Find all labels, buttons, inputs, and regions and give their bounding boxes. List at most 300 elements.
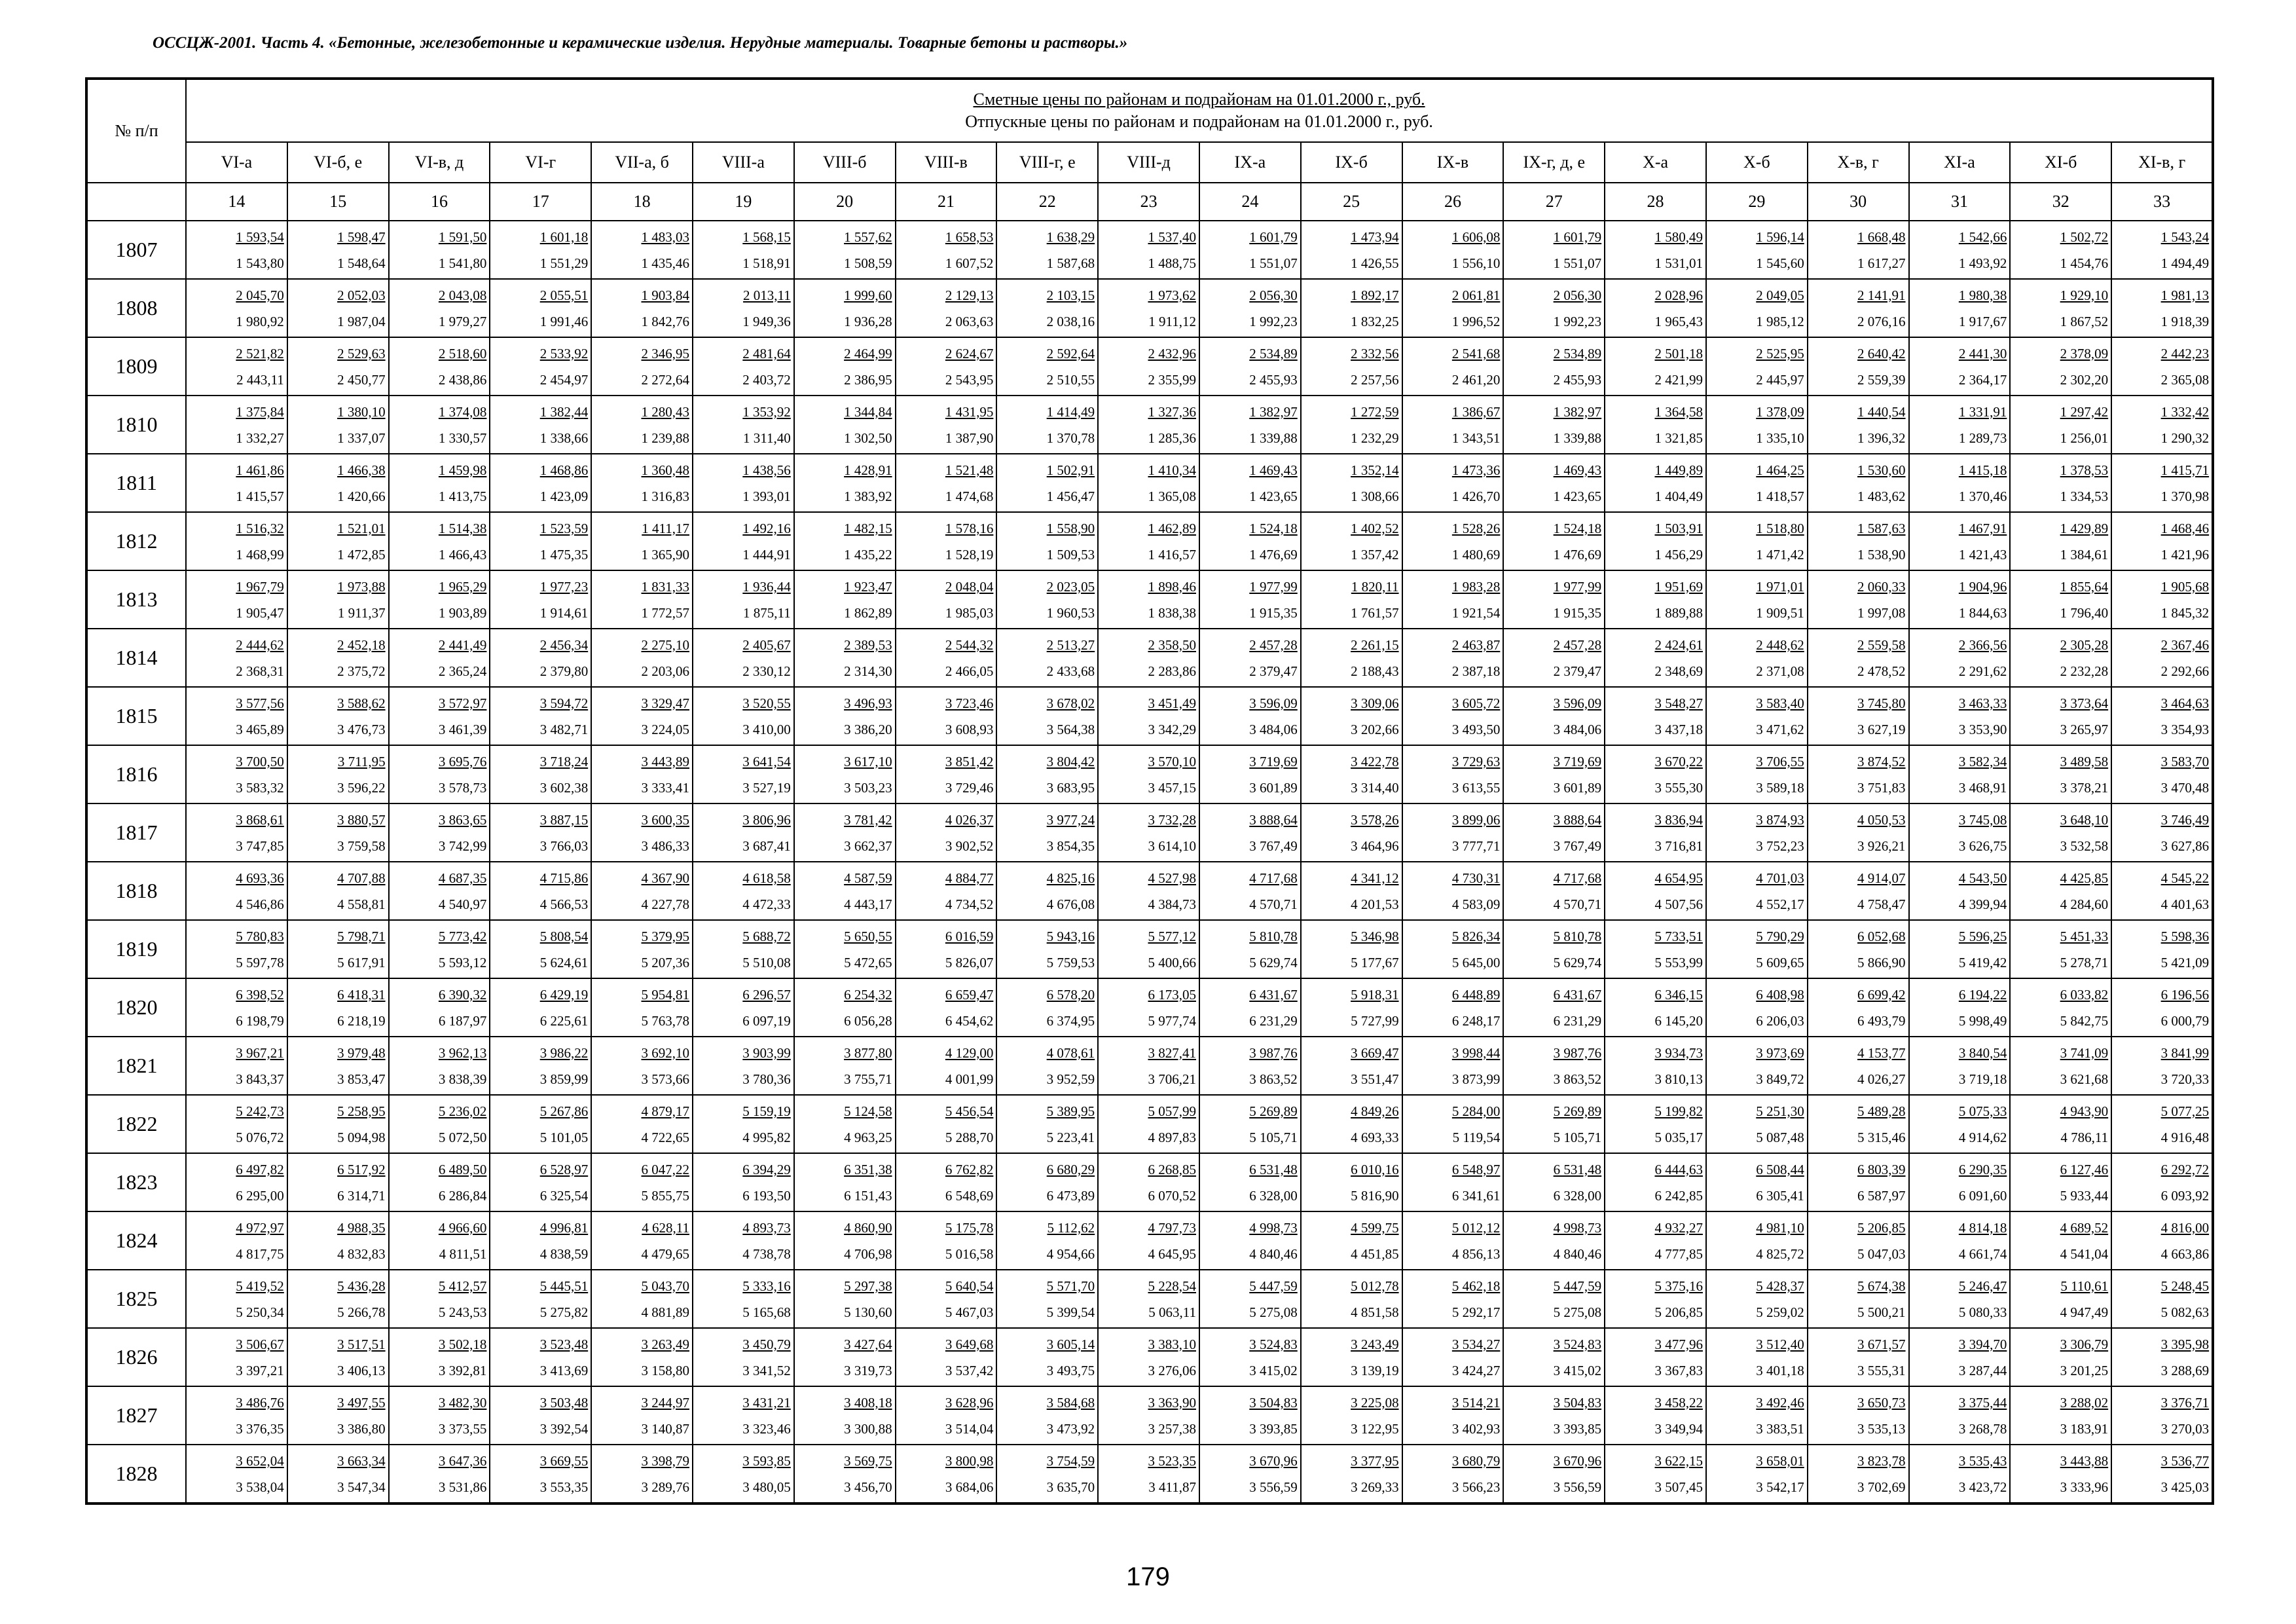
price-cell xyxy=(1301,1037,1402,1095)
price-cell xyxy=(389,570,490,629)
selling-price: 3 473,92 xyxy=(1046,1420,1095,1437)
selling-price: 2 371,08 xyxy=(1756,663,1804,679)
price-cell xyxy=(591,279,693,337)
price-cell xyxy=(896,1095,997,1153)
estimated-price: 5 379,95 xyxy=(641,928,689,944)
price-cell xyxy=(186,629,287,687)
column-number: 22 xyxy=(996,183,1098,221)
selling-price: 2 387,18 xyxy=(1451,663,1501,679)
price-cell xyxy=(2010,1153,2111,1211)
price-cell xyxy=(996,1328,1098,1386)
region-header: XI-б xyxy=(2010,142,2111,183)
estimated-price: 3 868,61 xyxy=(236,811,284,828)
column-number: 15 xyxy=(287,183,389,221)
selling-price: 5 278,71 xyxy=(2060,954,2109,970)
estimated-price: 5 826,34 xyxy=(1451,928,1501,944)
estimated-price: 2 056,30 xyxy=(1249,287,1298,303)
estimated-price: 1 353,92 xyxy=(742,403,791,420)
price-cell xyxy=(389,687,490,745)
estimated-price: 1 521,01 xyxy=(337,520,386,536)
price-cell xyxy=(1909,1211,2011,1270)
selling-price: 3 601,89 xyxy=(1249,779,1298,796)
price-cell xyxy=(2111,687,2213,745)
estimated-price: 6 659,47 xyxy=(945,986,994,1003)
estimated-price: 1 297,42 xyxy=(2060,403,2109,420)
price-cell xyxy=(794,687,896,745)
price-cell xyxy=(1909,1037,2011,1095)
row-number: 1827 xyxy=(86,1386,186,1445)
price-cell xyxy=(1503,1211,1605,1270)
estimated-price: 1 411,17 xyxy=(642,520,689,536)
price-cell xyxy=(287,454,389,512)
table-row xyxy=(86,396,2213,454)
price-cell xyxy=(186,1445,287,1504)
selling-price: 2 445,97 xyxy=(1756,371,1804,388)
estimated-price: 1 528,26 xyxy=(1451,520,1501,536)
price-cell xyxy=(1301,454,1402,512)
price-cell xyxy=(591,1270,693,1328)
estimated-price: 6 394,29 xyxy=(742,1161,791,1177)
estimated-price: 4 587,59 xyxy=(844,870,892,886)
selling-price: 1 992,23 xyxy=(1249,313,1298,329)
selling-price: 3 122,95 xyxy=(1351,1420,1399,1437)
estimated-price: 4 730,31 xyxy=(1451,870,1501,886)
estimated-price: 3 504,83 xyxy=(1249,1394,1298,1411)
estimated-price: 3 671,57 xyxy=(1857,1336,1906,1352)
row-number: 1823 xyxy=(86,1153,186,1211)
selling-price: 4 583,09 xyxy=(1451,896,1501,912)
price-cell xyxy=(794,629,896,687)
price-cell xyxy=(186,978,287,1037)
estimated-price: 2 441,49 xyxy=(438,637,487,653)
row-number: 1828 xyxy=(86,1445,186,1504)
price-cell xyxy=(1605,1153,1706,1211)
estimated-price: 3 680,79 xyxy=(1451,1452,1501,1469)
table-row xyxy=(86,1211,2213,1270)
row-number: 1822 xyxy=(86,1095,186,1153)
estimated-price: 3 583,40 xyxy=(1756,695,1804,711)
estimated-price: 3 482,30 xyxy=(438,1394,487,1411)
price-cell xyxy=(186,1211,287,1270)
price-cell xyxy=(1808,337,1909,396)
selling-price: 5 510,08 xyxy=(742,954,791,970)
estimated-price: 1 468,46 xyxy=(2160,520,2210,536)
estimated-price: 1 668,48 xyxy=(1857,229,1906,245)
price-cell xyxy=(186,337,287,396)
estimated-price: 4 693,36 xyxy=(236,870,284,886)
estimated-price: 3 649,68 xyxy=(945,1336,994,1352)
selling-price: 5 609,65 xyxy=(1756,954,1804,970)
price-cell xyxy=(693,396,794,454)
estimated-price: 3 306,79 xyxy=(2060,1336,2109,1352)
estimated-price: 1 593,54 xyxy=(236,229,284,245)
estimated-price: 6 531,48 xyxy=(1249,1161,1298,1177)
selling-price: 5 119,54 xyxy=(1452,1129,1501,1145)
selling-price: 3 383,51 xyxy=(1756,1420,1804,1437)
selling-price: 5 645,00 xyxy=(1451,954,1501,970)
estimated-price: 5 043,70 xyxy=(641,1278,689,1294)
estimated-price: 3 800,98 xyxy=(945,1452,994,1469)
estimated-price: 5 674,38 xyxy=(1857,1278,1906,1294)
estimated-price: 2 456,34 xyxy=(539,637,589,653)
price-cell xyxy=(996,512,1098,570)
selling-price: 6 225,61 xyxy=(539,1012,589,1029)
selling-price: 1 617,27 xyxy=(1857,255,1906,271)
selling-price: 3 341,52 xyxy=(742,1362,791,1378)
estimated-price: 3 569,75 xyxy=(844,1452,892,1469)
estimated-price: 6 390,32 xyxy=(438,986,487,1003)
estimated-price: 5 954,81 xyxy=(641,986,689,1003)
estimated-price: 2 481,64 xyxy=(742,345,791,361)
selling-price: 4 570,71 xyxy=(1553,896,1602,912)
estimated-price: 3 524,83 xyxy=(1553,1336,1602,1352)
selling-price: 2 292,66 xyxy=(2160,663,2210,679)
price-cell xyxy=(1808,570,1909,629)
price-cell xyxy=(896,221,997,279)
selling-price: 5 727,99 xyxy=(1351,1012,1399,1029)
price-cell xyxy=(1098,454,1199,512)
estimated-price: 4 860,90 xyxy=(844,1219,892,1236)
selling-price: 3 555,30 xyxy=(1654,779,1703,796)
selling-price: 3 456,70 xyxy=(844,1479,892,1495)
price-cell xyxy=(1909,337,2011,396)
estimated-price: 3 754,59 xyxy=(1046,1452,1095,1469)
price-cell xyxy=(389,862,490,920)
estimated-price: 2 544,32 xyxy=(945,637,994,653)
price-cell xyxy=(1301,1211,1402,1270)
price-cell xyxy=(1199,570,1301,629)
price-cell xyxy=(896,629,997,687)
price-cell xyxy=(389,454,490,512)
selling-price: 5 763,78 xyxy=(641,1012,689,1029)
estimated-price: 2 052,03 xyxy=(337,287,386,303)
price-cell xyxy=(1199,1211,1301,1270)
region-header-row xyxy=(86,142,2213,183)
price-cell xyxy=(1199,454,1301,512)
selling-price: 3 349,94 xyxy=(1654,1420,1703,1437)
price-cell xyxy=(591,1386,693,1445)
estimated-price: 1 601,79 xyxy=(1553,229,1602,245)
price-cell xyxy=(1909,745,2011,803)
estimated-price: 4 527,98 xyxy=(1148,870,1196,886)
selling-price: 1 488,75 xyxy=(1148,255,1196,271)
price-cell xyxy=(794,512,896,570)
price-cell xyxy=(1605,1328,1706,1386)
price-cell xyxy=(2111,803,2213,862)
price-cell xyxy=(1909,803,2011,862)
price-cell xyxy=(1098,1445,1199,1504)
price-cell xyxy=(1706,279,1808,337)
price-cell xyxy=(896,570,997,629)
estimated-price: 2 518,60 xyxy=(438,345,487,361)
estimated-price: 5 489,28 xyxy=(1857,1103,1906,1119)
selling-price: 1 903,89 xyxy=(438,604,487,621)
price-cell xyxy=(1402,745,1504,803)
selling-price: 1 509,53 xyxy=(1046,546,1095,563)
region-header: VI-а xyxy=(186,142,287,183)
price-cell xyxy=(389,920,490,978)
price-cell xyxy=(693,687,794,745)
selling-price: 1 543,80 xyxy=(236,255,284,271)
estimated-price: 2 424,61 xyxy=(1654,637,1703,653)
estimated-price: 5 199,82 xyxy=(1654,1103,1703,1119)
table-row xyxy=(86,687,2213,745)
estimated-price: 1 542,66 xyxy=(1958,229,2007,245)
row-number: 1813 xyxy=(86,570,186,629)
estimated-price: 3 524,83 xyxy=(1249,1336,1298,1352)
table-row xyxy=(86,221,2213,279)
selling-price: 6 454,62 xyxy=(945,1012,994,1029)
estimated-price: 4 943,90 xyxy=(2060,1103,2109,1119)
estimated-price: 3 517,51 xyxy=(337,1336,386,1352)
estimated-price: 2 444,62 xyxy=(236,637,284,653)
estimated-price: 5 428,37 xyxy=(1756,1278,1804,1294)
selling-price: 2 188,43 xyxy=(1351,663,1399,679)
selling-price: 3 538,04 xyxy=(236,1479,284,1495)
price-cell xyxy=(1402,337,1504,396)
estimated-price: 1 596,14 xyxy=(1756,229,1804,245)
price-cell xyxy=(186,803,287,862)
estimated-price: 3 899,06 xyxy=(1451,811,1501,828)
estimated-price: 2 464,99 xyxy=(844,345,892,361)
price-cell xyxy=(1503,1037,1605,1095)
estimated-price: 3 427,64 xyxy=(844,1336,892,1352)
selling-price: 2 272,64 xyxy=(641,371,689,388)
estimated-price: 1 965,29 xyxy=(438,578,487,595)
estimated-price: 1 606,08 xyxy=(1451,229,1501,245)
price-cell xyxy=(1706,1153,1808,1211)
estimated-price: 2 442,23 xyxy=(2160,345,2210,361)
estimated-price: 1 568,15 xyxy=(742,229,791,245)
estimated-price: 4 988,35 xyxy=(337,1219,386,1236)
estimated-price: 3 987,76 xyxy=(1553,1044,1602,1061)
estimated-price: 3 492,46 xyxy=(1756,1394,1804,1411)
selling-price: 6 193,50 xyxy=(742,1187,791,1204)
selling-price: 3 863,52 xyxy=(1249,1071,1298,1087)
estimated-price: 2 534,89 xyxy=(1553,345,1602,361)
selling-price: 1 985,03 xyxy=(945,604,994,621)
row-number: 1811 xyxy=(86,454,186,512)
table-row xyxy=(86,279,2213,337)
price-cell xyxy=(1301,978,1402,1037)
selling-price: 2 365,08 xyxy=(2160,371,2210,388)
price-cell xyxy=(1402,1153,1504,1211)
selling-price: 1 404,49 xyxy=(1654,488,1703,504)
estimated-price: 5 918,31 xyxy=(1351,986,1399,1003)
price-cell xyxy=(389,1153,490,1211)
estimated-price: 1 977,23 xyxy=(539,578,589,595)
price-cell xyxy=(1503,570,1605,629)
estimated-price: 6 497,82 xyxy=(236,1161,284,1177)
selling-price: 4 914,62 xyxy=(1958,1129,2007,1145)
selling-price: 1 985,12 xyxy=(1756,313,1804,329)
price-cell xyxy=(287,279,389,337)
selling-price: 3 780,36 xyxy=(742,1071,791,1087)
selling-price: 3 564,38 xyxy=(1046,721,1095,737)
selling-price: 1 335,10 xyxy=(1756,430,1804,446)
selling-price: 3 471,62 xyxy=(1756,721,1804,737)
price-cell xyxy=(794,920,896,978)
selling-price: 5 399,54 xyxy=(1046,1304,1095,1320)
selling-price: 3 393,85 xyxy=(1553,1420,1602,1437)
table-row xyxy=(86,454,2213,512)
selling-price: 3 493,50 xyxy=(1451,721,1501,737)
estimated-price: 3 373,64 xyxy=(2060,695,2109,711)
column-number: 16 xyxy=(389,183,490,221)
selling-price: 3 751,83 xyxy=(1857,779,1906,796)
price-cell xyxy=(1909,512,2011,570)
selling-price: 4 558,81 xyxy=(337,896,386,912)
selling-price: 1 321,85 xyxy=(1654,430,1703,446)
price-cell xyxy=(1402,221,1504,279)
table-row xyxy=(86,920,2213,978)
estimated-price: 1 374,08 xyxy=(438,403,487,420)
selling-price: 1 979,27 xyxy=(438,313,487,329)
selling-price: 5 629,74 xyxy=(1553,954,1602,970)
selling-price: 3 626,75 xyxy=(1958,838,2007,854)
price-cell xyxy=(1301,920,1402,978)
price-cell xyxy=(1402,862,1504,920)
estimated-price: 1 514,38 xyxy=(438,520,487,536)
price-cell xyxy=(287,337,389,396)
selling-price: 2 364,17 xyxy=(1958,371,2007,388)
selling-price: 1 334,53 xyxy=(2060,488,2109,504)
selling-price: 4 661,74 xyxy=(1958,1246,2007,1262)
estimated-price: 2 049,05 xyxy=(1756,287,1804,303)
estimated-price: 2 457,28 xyxy=(1553,637,1602,653)
price-cell xyxy=(1402,803,1504,862)
estimated-price: 3 874,93 xyxy=(1756,811,1804,828)
selling-price: 3 514,04 xyxy=(945,1420,994,1437)
selling-price: 5 624,61 xyxy=(539,954,589,970)
estimated-price: 2 367,46 xyxy=(2160,637,2210,653)
estimated-price: 1 580,49 xyxy=(1654,229,1703,245)
estimated-price: 1 591,50 xyxy=(438,229,487,245)
estimated-price: 4 825,16 xyxy=(1046,870,1095,886)
estimated-price: 3 548,27 xyxy=(1654,695,1703,711)
selling-price: 1 483,62 xyxy=(1857,488,1906,504)
estimated-price: 5 206,85 xyxy=(1857,1219,1906,1236)
price-cell xyxy=(2111,337,2213,396)
selling-price: 3 333,41 xyxy=(641,779,689,796)
estimated-price: 3 596,09 xyxy=(1249,695,1298,711)
selling-price: 2 559,39 xyxy=(1857,371,1906,388)
estimated-price: 3 594,72 xyxy=(539,695,589,711)
estimated-price: 4 814,18 xyxy=(1958,1219,2007,1236)
price-cell xyxy=(1199,512,1301,570)
price-cell xyxy=(794,1095,896,1153)
price-cell xyxy=(896,862,997,920)
estimated-price: 5 375,16 xyxy=(1654,1278,1703,1294)
price-cell xyxy=(1503,221,1605,279)
estimated-price: 3 934,73 xyxy=(1654,1044,1703,1061)
price-cell xyxy=(287,1270,389,1328)
selling-price: 1 551,29 xyxy=(539,255,589,271)
price-cell xyxy=(2010,978,2111,1037)
estimated-price: 3 588,62 xyxy=(337,695,386,711)
estimated-price: 1 272,59 xyxy=(1351,403,1399,420)
selling-price: 6 328,00 xyxy=(1249,1187,1298,1204)
selling-price: 5 597,78 xyxy=(236,954,284,970)
estimated-price: 3 422,78 xyxy=(1351,753,1399,769)
selling-price: 1 239,88 xyxy=(641,430,689,446)
selling-price: 1 862,89 xyxy=(844,604,892,621)
selling-price: 1 423,65 xyxy=(1553,488,1602,504)
selling-price: 3 702,69 xyxy=(1857,1479,1906,1495)
estimated-price: 3 288,02 xyxy=(2060,1394,2109,1411)
selling-price: 3 393,85 xyxy=(1249,1420,1298,1437)
price-cell xyxy=(1199,629,1301,687)
selling-price: 1 548,64 xyxy=(337,255,386,271)
estimated-price: 1 449,89 xyxy=(1654,462,1703,478)
estimated-price: 5 246,47 xyxy=(1958,1278,2007,1294)
estimated-price: 6 531,48 xyxy=(1553,1161,1602,1177)
price-cell xyxy=(1503,629,1605,687)
price-cell xyxy=(2111,862,2213,920)
price-cell xyxy=(2010,570,2111,629)
price-cell xyxy=(1098,1153,1199,1211)
price-cell xyxy=(1605,1270,1706,1328)
price-cell xyxy=(794,396,896,454)
estimated-price: 4 078,61 xyxy=(1046,1044,1095,1061)
estimated-price: 3 973,69 xyxy=(1756,1044,1804,1061)
price-cell xyxy=(1909,1328,2011,1386)
price-cell xyxy=(1706,745,1808,803)
price-cell xyxy=(1909,629,2011,687)
price-cell xyxy=(794,862,896,920)
selling-price: 6 097,19 xyxy=(742,1012,791,1029)
selling-price: 4 570,71 xyxy=(1249,896,1298,912)
price-cell xyxy=(287,629,389,687)
selling-price: 2 466,05 xyxy=(945,663,994,679)
selling-price: 1 921,54 xyxy=(1451,604,1501,621)
selling-price: 4 001,99 xyxy=(945,1071,994,1087)
selling-price: 4 758,47 xyxy=(1857,896,1906,912)
selling-price: 3 484,06 xyxy=(1249,721,1298,737)
selling-price: 3 683,95 xyxy=(1046,779,1095,796)
estimated-price: 1 903,84 xyxy=(641,287,689,303)
selling-price: 1 474,68 xyxy=(945,488,994,504)
price-cell xyxy=(490,221,591,279)
price-cell xyxy=(490,978,591,1037)
estimated-price: 4 996,81 xyxy=(539,1219,589,1236)
price-cell xyxy=(591,1037,693,1095)
estimated-price: 5 297,38 xyxy=(844,1278,892,1294)
price-cell xyxy=(693,1270,794,1328)
price-cell xyxy=(794,1211,896,1270)
price-cell xyxy=(2111,1037,2213,1095)
selling-price: 2 455,93 xyxy=(1249,371,1298,388)
price-cell xyxy=(1402,629,1504,687)
selling-price: 3 602,38 xyxy=(539,779,589,796)
price-cell xyxy=(1808,1270,1909,1328)
selling-price: 3 777,71 xyxy=(1451,838,1501,854)
selling-price: 5 250,34 xyxy=(236,1304,284,1320)
selling-price: 3 480,05 xyxy=(742,1479,791,1495)
estimated-price: 2 275,10 xyxy=(641,637,689,653)
price-cell xyxy=(591,687,693,745)
estimated-price: 5 456,54 xyxy=(945,1103,994,1119)
price-cell xyxy=(1503,745,1605,803)
price-cell xyxy=(1098,629,1199,687)
price-cell xyxy=(1199,687,1301,745)
estimated-price: 6 127,46 xyxy=(2060,1161,2109,1177)
price-cell xyxy=(2111,1270,2213,1328)
estimated-price: 3 700,50 xyxy=(236,753,284,769)
estimated-price: 3 408,18 xyxy=(844,1394,892,1411)
selling-price: 4 546,86 xyxy=(236,896,284,912)
price-cell xyxy=(794,1037,896,1095)
